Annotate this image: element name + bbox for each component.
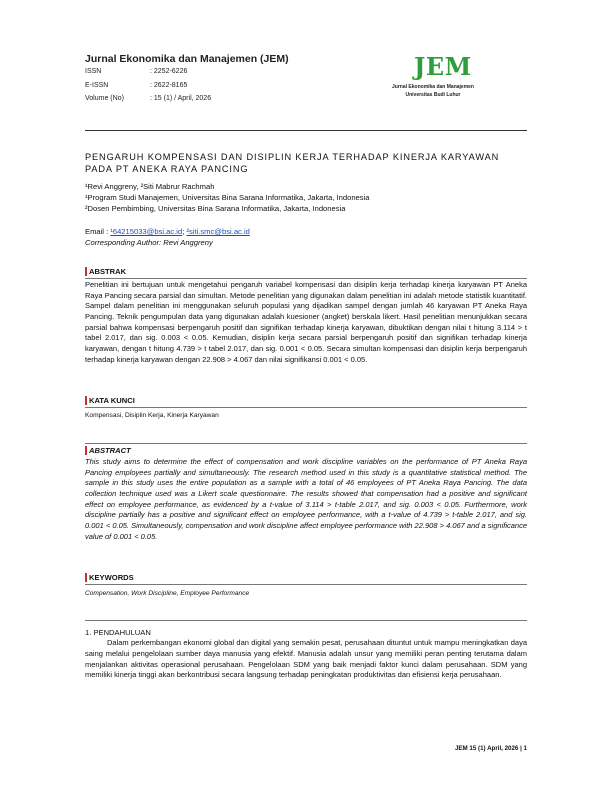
email-label: Email : — [85, 227, 111, 236]
logo-subtitle-journal: Jurnal Ekonomika dan Manajemen — [392, 84, 474, 90]
kata-kunci-text: Kompensasi, Disiplin Kerja, Kinerja Karyawan — [85, 412, 219, 419]
eissn-row — [85, 82, 187, 89]
intro-top-divider — [85, 620, 527, 621]
affiliation-2: ²Dosen Pembimbing, Universitas Bina Sarana Informatika, Jakarta, Indonesia — [85, 204, 346, 213]
page-footer: JEM 15 (1) April, 2026 | 1 — [454, 745, 527, 752]
corresponding-author: Corresponding Author: Revi Anggreny — [85, 238, 213, 247]
email-link-1[interactable]: ¹64215033@bsi.ac.id — [110, 227, 183, 236]
kata-kunci-heading: KATA KUNCI — [85, 396, 135, 405]
keywords-divider — [85, 584, 527, 585]
keywords-text: Compensation, Work Discipline, Employee Performance — [85, 590, 250, 597]
volume-value: : 15 (1) / April, 2026 — [150, 95, 212, 102]
abstrak-text: Penelitian ini bertujuan untuk mengetahui pengaruh variabel kompensasi dan disiplin kerja terhadap kinerja karyawan PT Aneka Raya Pancing secara parsial dan simultan. Metode penelitian yang digunakan dalam penelitian ini adalah metode statistik kuantitatif. Sampel dalam penelitian ini menggunakan seluruh populasi yang dijadikan sampel dengan jumlah 46 karyawan PT Aneka Raya Pancing. Teknik pengumpulan data yang digunakan adalah kuesioner (angket) berskala likert. Hasil penelitian menunjukkan secara parsial bahwa kompensasi berpengaruh positif dan signifikan terhadap kinerja karyawan, dibuktikan dengan nilai t hitung 3.114 > t tabel 2.017, dan sig. 0.003 < 0.05. Kemudian, disiplin kerja secara parsial berpengaruh positif dan signifikan terhadap kinerja karyawan, dengan t hitung 4.739 > t tabel 2.017, dan sig. 0.001 < 0.05. Secara simultan kompensasi dan disiplin kerja berpengaruh terhadap kinerja karyawan dengan 22.908 > 4.067 dan nilai signifikansi 0.001 < 0.05. — [85, 280, 527, 364]
abstract-top-divider — [85, 443, 527, 444]
abstrak-heading: ABSTRAK — [85, 267, 126, 276]
affiliation-1: ¹Program Studi Manajemen, Universitas Bina Sarana Informatika, Jakarta, Indonesia — [85, 193, 370, 202]
keywords-heading: KEYWORDS — [85, 573, 134, 582]
jem-logo: JEM — [414, 52, 472, 81]
authors: ¹Revi Anggreny, ²Siti Mabrur Rachmah — [85, 182, 215, 191]
abstract-text: This study aims to determine the effect of compensation and work discipline variables on the performance of PT Aneka Raya Pancing employees partially and simultaneously. The research method used in this study is a quantitative statistical method. The sample in this study uses the entire population as a sample with a total of 46 employees of PT Aneka Raya Pancing. The data collection technique used was a Likert scale questionnaire. The results showed that compensation had a positive and significant effect on employee performance, as evidenced by a t-value of 3.114 > t-table 2.017, and sig. 0.003 < 0.05. Furthermore, work discipline partially has a positive and significant effect on employee performance, with a t-value of 4.739 > t-table 2.017, and sig. 0.001 < 0.05. Simultaneously, compensation and work discipline affect employee performance with 22.908 > 4.067 and a significance value of 0.001 < 0.05. — [85, 457, 527, 541]
issn-label: ISSN — [85, 68, 102, 75]
abstract-heading: ABSTRACT — [85, 446, 131, 455]
header-divider — [85, 130, 527, 131]
abstrak-divider — [85, 278, 527, 279]
paper-title: PENGARUH KOMPENSASI DAN DISIPLIN KERJA TERHADAP KINERJA KARYAWAN PADA PT ANEKA RAYA PANCING — [85, 152, 500, 174]
eissn-value: : 2622-8165 — [150, 82, 188, 89]
issn-row — [85, 68, 187, 75]
volume-label: Volume (No) — [85, 95, 124, 102]
kata-kunci-divider — [85, 407, 527, 408]
journal-title: Jurnal Ekonomika dan Manajemen (JEM) — [85, 53, 289, 65]
issn-value: : 2252-6226 — [150, 68, 188, 75]
email-link-2[interactable]: ²siti.smc@bsi.ac.id — [186, 227, 250, 236]
eissn-label: E-ISSN — [85, 82, 109, 89]
email-line — [85, 227, 250, 236]
email-separator: ; — [182, 227, 187, 236]
volume-row — [85, 95, 211, 102]
intro-heading: 1. PENDAHULUAN — [85, 628, 151, 637]
intro-text: Dalam perkembangan ekonomi global dan digital yang semakin pesat, perusahaan dituntut untuk mampu meningkatkan daya saing melalui pengelolaan sumber daya manusia yang efektif. Manusia adalah unsur yang memiliki peran penting terutama dalam menjalankan aktivitas operasional perusahaan. Pengelolaan SDM yang baik menjadi faktor kunci dalam perusahaan. SDM yang memiliki kinerja tinggi akan berkontribusi secara langsung terhadap peningkatan produktivitas dan efisiensi kerja perusahaan. — [85, 638, 527, 680]
logo-subtitle-university: Universitas Budi Luhur — [405, 92, 461, 98]
